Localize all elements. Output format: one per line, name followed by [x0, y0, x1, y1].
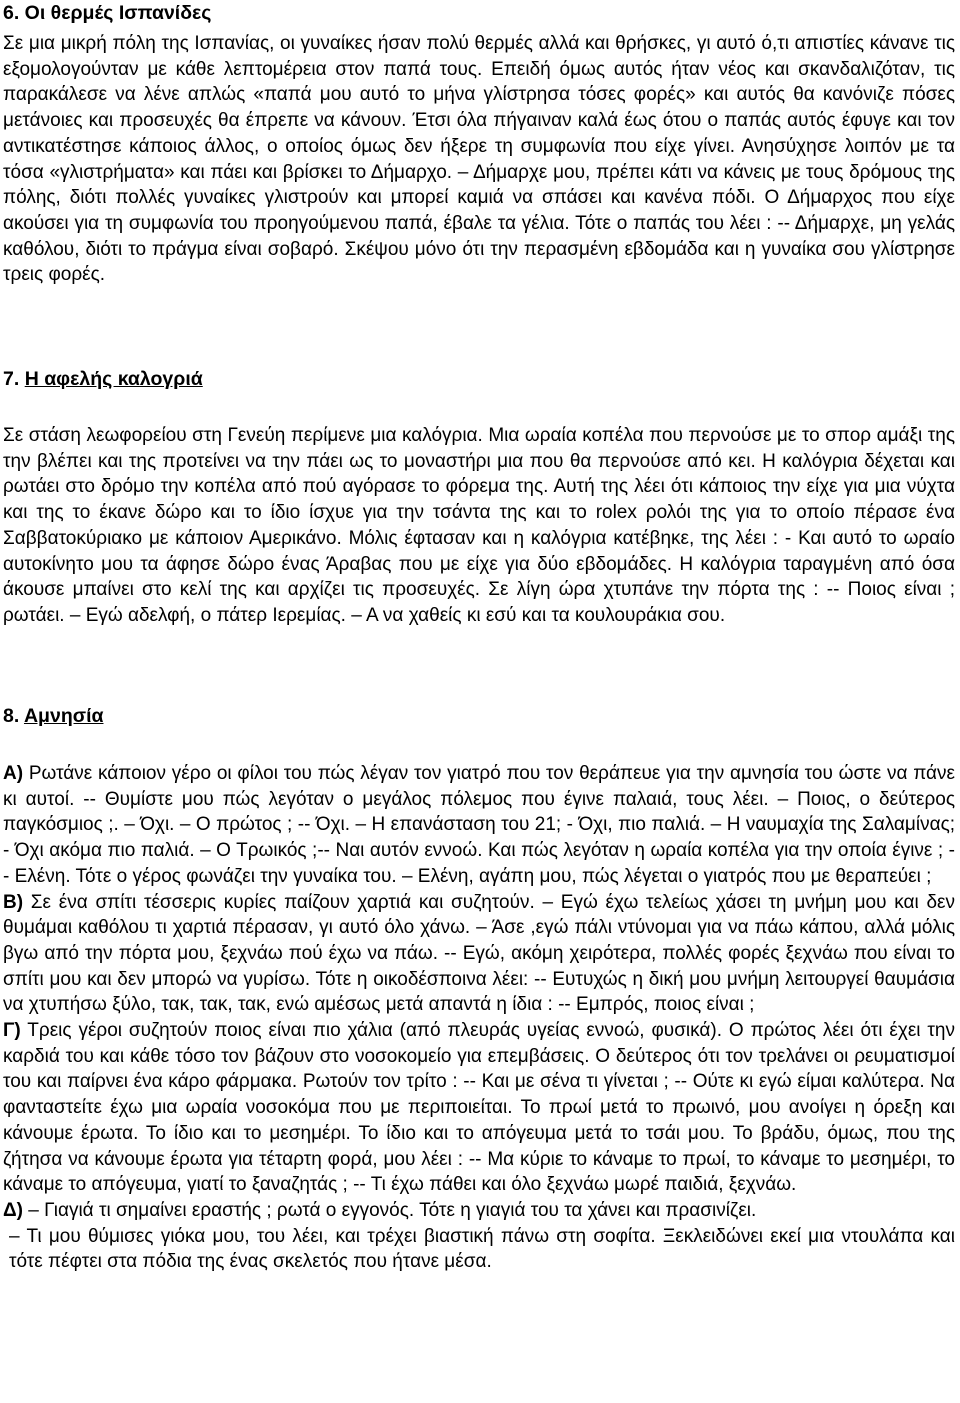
part-text: Τρεις γέροι συζητούν ποιος είναι πιο χάλια (από πλευράς υγείας εννοώ, φυσικά). Ο πρώτος λέει ότι έχει την καρδιά του και κάθε τόσο τον βάζουν στο νοσοκομείο για επεμβάσεις. Ο δεύτερος ότι τον τρελάνει οι ρευματισμοί του και παίρνει ένα κάρο φάρμακα. Ρωτούν τον τρίτο : -- Και με σένα τι γίνεται ; -- Ούτε κι εγώ είμαι καλύτερα. Να φανταστείτε έχω μια ωραία νοσοκόμα που με περιποιείται. Το πρωί μετά το πρωινό, μου ανοίγει η όρεξη και κάνουμε έρωτα. Το ίδιο και το μεσημέρι. Το ίδιο και το απόγευμα μετά το τσάι μου. Το βράδυ, όμως, που της ζήτησα να κάνουμε έρωτα για τέταρτη φορά, μου λέει : -- Μα κύριε το κάναμε το πρωί, το κάναμε το μεσημέρι, το κάναμε το απόγευμα, γιατί το ξαναζητάς ; -- Τι έχω πάθει και όλο ξεχνάω μωρέ παιδιά, ξεχνάω. — [3, 1020, 955, 1196]
story-8-closing: – Τι μου θύμισες γιόκα μου, του λέει, και τρέχει βιαστική πάνω στη σοφίτα. Ξεκλειδώνει εκεί μια ντουλάπα και τότε πέφτει στα πόδια της ένας σκελετός που ήτανε μέσα. — [9, 1225, 955, 1273]
part-text: – Γιαγιά τι σημαίνει εραστής ; ρωτά ο εγγονός. Τότε η γιαγιά του τα χάνει και πρασινίζει. — [22, 1199, 757, 1221]
story-6-paragraph: Σε μια μικρή πόλη της Ισπανίας, οι γυναίκες ήσαν πολύ θερμές αλλά και θρήσκες, γι αυτό ό,τι απιστίες κάνανε τις εξομολογούνταν με κάθε λεπτομέρεια στον παπά τους. Επειδή όμως αυτός ήταν νέος και σκανδαλιζόταν, τις παρακάλεσε να λένε απλώς «παπά μου αυτό το μήνα γλίστρησα τόσες φορές» και αυτός θα κανόνιζε πόσες μετάνοιες και προσευχές θα έπρεπε να κάνουν. Έτσι όλα πήγαιναν καλά έως ότου ο παπάς αυτός έφυγε και τον αντικατέστησε κάποιος άλλος, ο οποίος όμως δεν ήξερε τη συμφωνία που είχε γίνει. Ανησύχησε λοιπόν με τα τόσα «γλιστρήματα» και πάει και βρίσκει το Δήμαρχο. – Δήμαρχε μου, πρέπει κάτι να κάνεις με τους δρόμους της πόλης, διότι πολλές γυναίκες γλιστρούν και μπορεί καμιά να σπάσει και κανένα πόδι. Ο Δήμαρχος που είχε ακούσει για τη συμφωνία του προηγούμενου παπά, έβαλε τα γέλια. Τότε ο παπάς του λέει : -- Δήμαρχε, μη γελάς καθόλου, διότι το πράγμα είναι σοβαρό. Σκέψου μόνο ότι την περασμένη εβδομάδα και η γυναίκα σου γλίστρησε τρεις φορές. — [3, 33, 955, 286]
story-7-title: Η αφελής καλογριά — [24, 368, 203, 390]
story-8-part-b — [3, 890, 955, 1019]
story-6-heading: 6. Οι θερμές Ισπανίδες — [3, 2, 212, 24]
part-text: Ρωτάνε κάποιον γέρο οι φίλοι του πώς λέγαν τον γιατρό που τον θεράπευε για την αμνησία του ώστε να πάνε κι αυτοί. -- Θυμίστε μου πώς λεγόταν ο μεγάλος πόλεμος που έγινε παλαιά, τους λέει. – Ποιος, ο δεύτερος παγκόσμιος ;. – Όχι. – Ο πρώτος ; -- Όχι. – Η επανάσταση του 21; - Όχι, πιο παλιά. – Η ναυμαχία της Σαλαμίνας; - Όχι ακόμα πιο παλιά. – Ο Τρωικός ;-- Ναι αυτόν εννοώ. Και πώς λεγόταν η ωραία κοπέλα για την οποία έγινε ; -- Ελένη. Τότε ο γέρος φωνάζει την γυναίκα του. – Ελένη, αγάπη μου, πώς λέγεται ο γιατρός που με θεραπεύει ; — [3, 763, 955, 887]
story-7-paragraph: Σε στάση λεωφορείου στη Γενεύη περίμενε μια καλόγρια. Μια ωραία κοπέλα που περνούσε με το σπορ αμάξι της την βλέπει και της προτείνει να την πάει ως το μοναστήρι μια που θα περνούσε από κει. Η καλόγρια δέχεται και ρωτάει στο δρόμο την κοπέλα από πού αγόρασε το φόρεμα της. Αυτή της λέει ότι κάποιος την είχε για μια νύχτα και της το έκανε δώρο και το ίδιο ίσχυε για την τσάντα της και το rolex ρολόι της για το οποίο πέρασε ένα Σαββατοκύριακο με κάποιον Αμερικάνο. Μόλις έφτασαν και η καλόγρια κατέβηκε, της λέει : - Και αυτό το ωραίο αυτοκίνητο μου τα άφησε δώρο ένας Άραβας που με είχε για δύο εβδομάδες. Η καλόγρια ταραγμένη από όσα άκουσε μπαίνει στο κελί της και αρχίζει τις προσευχές. Σε λίγη ώρα χτυπάνε την πόρτα της : -- Ποιος είναι ; ρωτάει. – Εγώ αδελφή, ο πάτερ Ιερεμίας. – Α να χαθείς κι εσύ και τα κουλουράκια σου. — [3, 425, 955, 626]
part-label: Γ) — [3, 1020, 21, 1042]
story-8-body — [3, 761, 955, 1275]
part-label: Δ) — [3, 1199, 23, 1221]
part-label: Α) — [3, 763, 24, 784]
story-8-part-a — [3, 761, 955, 890]
part-text: Σε ένα σπίτι τέσσερις κυρίες παίζουν χαρτιά και συζητούν. – Εγώ έχω τελείως χάσει τη μνήμη μου και δεν θυμάμαι καθόλου τι χαρτιά πέρασαν, γι αυτό όλο χάνω. – Άσε ,εγώ πάλι ντύνομαι για να πάω κάπου, αλλά μόλις βγω από την πόρτα μου, ξεχνάω πού έχω να πάω. -- Εγώ, ακόμη χειρότερα, πολλές φορές ξεχνάω που είναι το σπίτι μου και δεν μπορώ να γυρίσω. Τότε η οικοδέσποινα λέει: -- Ευτυχώς η δική μου μνήμη λειτουργεί θαυμάσια να χτυπήσω ξύλο, τακ, τακ, τακ, ενώ αμέσως μετά απαντά η ίδια : -- Εμπρός, ποιος είναι ; — [3, 891, 955, 1016]
story-8-number: 8. — [3, 705, 20, 727]
part-label: Β) — [3, 891, 24, 913]
story-8-part-d — [3, 1198, 955, 1224]
story-7-heading — [3, 368, 203, 391]
story-8-part-c — [3, 1018, 955, 1198]
story-8-heading — [3, 705, 103, 728]
story-7-number: 7. — [3, 368, 20, 390]
story-8-title: Αμνησία — [23, 705, 104, 727]
